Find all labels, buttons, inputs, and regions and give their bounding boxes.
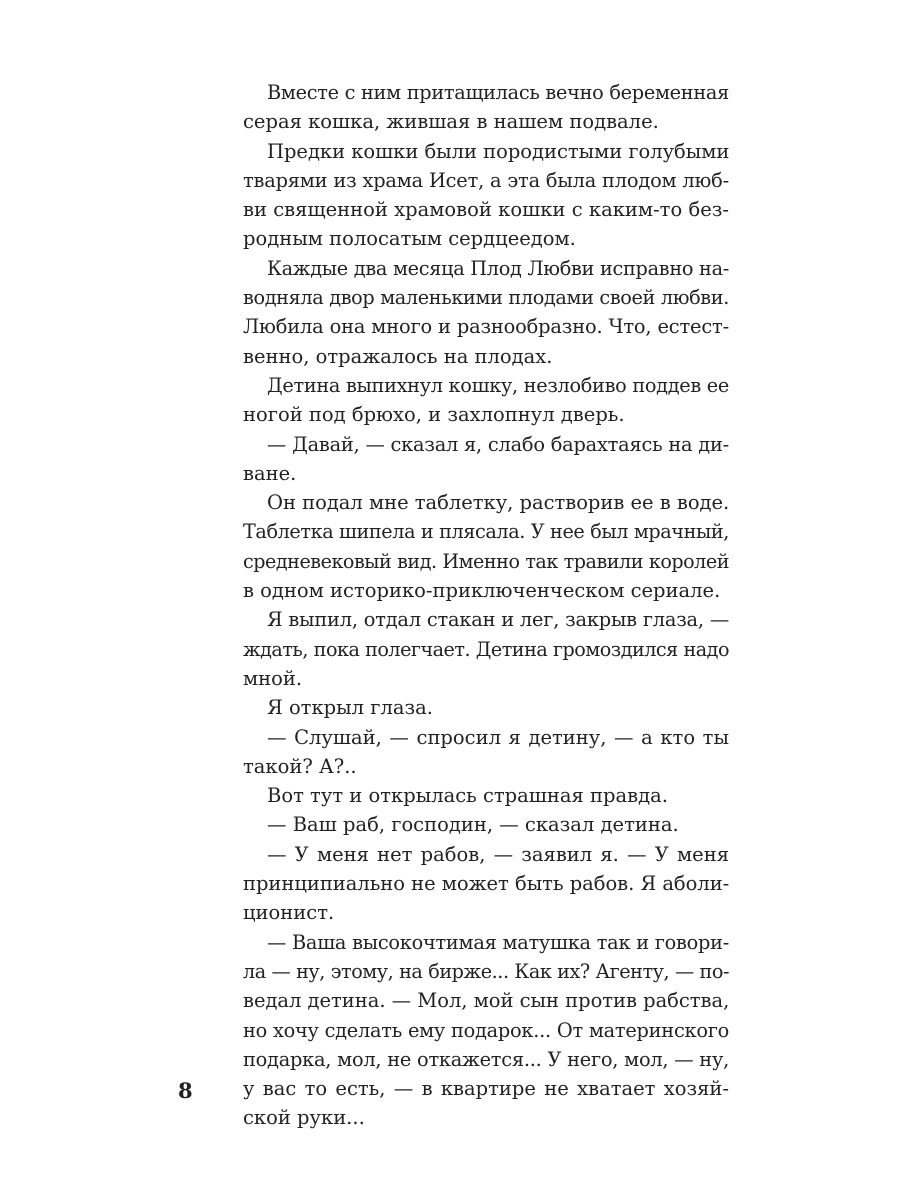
text-line: венно, отражалось на плодах. bbox=[243, 344, 553, 368]
text-line: такой? А?.. bbox=[243, 754, 357, 778]
text-line: — Слушай, — спросил я детину, — а кто ты bbox=[267, 725, 729, 749]
text-line: тварями из храма Исет, а эта была плодом люб- bbox=[243, 168, 729, 192]
text-line: ционист. bbox=[243, 901, 335, 925]
text-line: мной. bbox=[243, 666, 303, 690]
text-line: родным полосатым сердцеедом. bbox=[243, 227, 576, 251]
text-line: в одном историко-приключенческом сериале. bbox=[243, 579, 721, 603]
text-line: Вместе с ним притащилась вечно беременная bbox=[267, 81, 729, 104]
body-text bbox=[243, 78, 729, 1133]
text-line: подарка, мол, не откажется... У него, мол, — ну, bbox=[243, 1047, 729, 1071]
text-line: ведал детина. — Мол, мой сын против рабства, bbox=[243, 989, 730, 1013]
text-line: ви священной храмовой кошки с каким-то без- bbox=[243, 198, 729, 222]
text-line: — Ваш раб, господин, — сказал детина. bbox=[267, 813, 679, 837]
text-line: ской руки... bbox=[243, 1106, 365, 1130]
text-line: у вас то есть, — в квартире не хватает хозяй- bbox=[243, 1077, 729, 1101]
text-line: Каждые два месяца Плод Любви исправно на- bbox=[267, 256, 729, 280]
text-line: — У меня нет рабов, — заявил я. — У меня bbox=[267, 842, 729, 866]
text-line: ногой под брюхо, и захлопнул дверь. bbox=[243, 403, 625, 427]
text-line: серая кошка, жившая в нашем подвале. bbox=[243, 110, 659, 134]
text-line: но хочу сделать ему подарок... От материнского bbox=[243, 1018, 729, 1042]
text-line: Я выпил, отдал стакан и лег, закрыв глаза, — bbox=[267, 608, 729, 632]
text-line: Таблетка шипела и плясала. У нее был мрачный, bbox=[243, 520, 729, 544]
text-line: — Давай, — сказал я, слабо барахтаясь на ди- bbox=[267, 432, 729, 456]
text-line: Я открыл глаза. bbox=[267, 696, 433, 720]
page-number: 8 bbox=[178, 1078, 193, 1103]
text-line: ване. bbox=[243, 461, 297, 485]
text-line: водняла двор маленькими плодами своей любви. bbox=[243, 286, 729, 310]
text-line: Любила она много и разнообразно. Что, естест- bbox=[243, 315, 729, 339]
text-line: ждать, пока полегчает. Детина громоздился надо bbox=[243, 637, 729, 661]
text-line: принципиально не может быть рабов. Я аболи- bbox=[243, 872, 730, 896]
text-line: средневековый вид. Именно так травили королей bbox=[243, 549, 729, 573]
text-line: Он подал мне таблетку, растворив ее в воде. bbox=[267, 491, 730, 515]
text-line: Предки кошки были породистыми голубыми bbox=[267, 139, 730, 163]
text-line: Вот тут и открылась страшная правда. bbox=[267, 784, 668, 808]
text-line: — Ваша высокочтимая матушка так и говори- bbox=[267, 930, 729, 954]
text-line: Детина выпихнул кошку, незлобиво поддев ее bbox=[267, 373, 729, 397]
text-line: ла — ну, этому, на бирже... Как их? Агенту, — по- bbox=[243, 959, 729, 983]
